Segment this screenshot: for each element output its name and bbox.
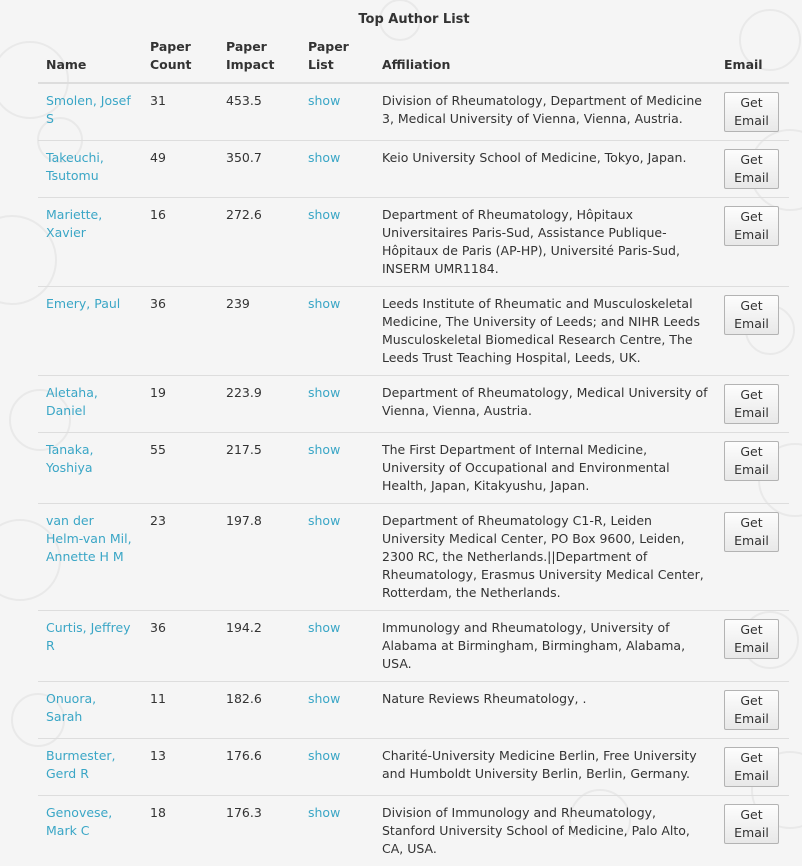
paper-impact: 194.2	[218, 611, 300, 682]
table-row	[38, 611, 789, 682]
affiliation: Leeds Institute of Rheumatic and Musculoskeletal Medicine, The University of Leeds; and NIHR Leeds Musculoskeletal Biomedical Research Centre, The Leeds Trust Teaching Hospital, Leeds, UK.	[374, 287, 716, 376]
author-name-link[interactable]: Mariette, Xavier	[46, 207, 102, 240]
author-name-link[interactable]: Takeuchi, Tsutomu	[46, 150, 104, 183]
paper-impact: 176.3	[218, 796, 300, 866]
paper-count: 55	[142, 433, 218, 504]
table-row	[38, 287, 789, 376]
paper-count: 11	[142, 682, 218, 739]
get-email-button[interactable]: Get Email	[724, 619, 779, 659]
affiliation: Immunology and Rheumatology, University of Alabama at Birmingham, Birmingham, Alabama, USA.	[374, 611, 716, 682]
paper-count: 49	[142, 141, 218, 198]
paper-list-show-link[interactable]: show	[308, 93, 340, 108]
affiliation: Department of Rheumatology C1-R, Leiden University Medical Center, PO Box 9600, Leiden, 2300 RC, the Netherlands.||Department of Rheumatology, Erasmus University Medical Center, Rotterdam, the Netherlands.	[374, 504, 716, 611]
column-header-affiliation: Affiliation	[374, 36, 716, 83]
column-header-paper-count: Paper Count	[142, 36, 218, 83]
paper-list-show-link[interactable]: show	[308, 207, 340, 222]
author-name-link[interactable]: Burmester, Gerd R	[46, 748, 116, 781]
paper-impact: 239	[218, 287, 300, 376]
paper-list-show-link[interactable]: show	[308, 513, 340, 528]
paper-list-show-link[interactable]: show	[308, 150, 340, 165]
paper-count: 19	[142, 376, 218, 433]
paper-list-show-link[interactable]: show	[308, 620, 340, 635]
paper-count: 36	[142, 611, 218, 682]
author-table-body	[38, 83, 789, 866]
affiliation: The First Department of Internal Medicine, University of Occupational and Environmental Health, Japan, Kitakyushu, Japan.	[374, 433, 716, 504]
affiliation: Department of Rheumatology, Medical University of Vienna, Vienna, Austria.	[374, 376, 716, 433]
author-name-link[interactable]: Emery, Paul	[46, 296, 120, 311]
page-title: Top Author List	[0, 12, 802, 27]
paper-list-show-link[interactable]: show	[308, 691, 340, 706]
paper-list-show-link[interactable]: show	[308, 442, 340, 457]
paper-impact: 453.5	[218, 83, 300, 141]
table-row	[38, 376, 789, 433]
get-email-button[interactable]: Get Email	[724, 747, 779, 787]
paper-list-show-link[interactable]: show	[308, 805, 340, 820]
table-row	[38, 739, 789, 796]
affiliation: Keio University School of Medicine, Tokyo, Japan.	[374, 141, 716, 198]
get-email-button[interactable]: Get Email	[724, 441, 779, 481]
author-name-link[interactable]: Tanaka, Yoshiya	[46, 442, 93, 475]
paper-count: 16	[142, 198, 218, 287]
paper-list-show-link[interactable]: show	[308, 748, 340, 763]
author-name-link[interactable]: Onuora, Sarah	[46, 691, 96, 724]
get-email-button[interactable]: Get Email	[724, 804, 779, 844]
affiliation: Charité-University Medicine Berlin, Free University and Humboldt University Berlin, Berlin, Germany.	[374, 739, 716, 796]
paper-impact: 182.6	[218, 682, 300, 739]
table-row	[38, 198, 789, 287]
author-name-link[interactable]: Aletaha, Daniel	[46, 385, 98, 418]
paper-list-show-link[interactable]: show	[308, 296, 340, 311]
author-name-link[interactable]: van der Helm-van Mil, Annette H M	[46, 513, 132, 564]
table-row	[38, 83, 789, 141]
get-email-button[interactable]: Get Email	[724, 384, 779, 424]
table-row	[38, 796, 789, 866]
affiliation: Division of Immunology and Rheumatology, Stanford University School of Medicine, Palo Alto, CA, USA.	[374, 796, 716, 866]
paper-impact: 223.9	[218, 376, 300, 433]
table-header-row	[38, 36, 789, 83]
paper-count: 31	[142, 83, 218, 141]
table-row	[38, 504, 789, 611]
table-row	[38, 433, 789, 504]
paper-impact: 176.6	[218, 739, 300, 796]
get-email-button[interactable]: Get Email	[724, 92, 779, 132]
paper-count: 13	[142, 739, 218, 796]
get-email-button[interactable]: Get Email	[724, 295, 779, 335]
table-row	[38, 682, 789, 739]
author-name-link[interactable]: Smolen, Josef S	[46, 93, 131, 126]
paper-count: 36	[142, 287, 218, 376]
table-row	[38, 141, 789, 198]
paper-impact: 197.8	[218, 504, 300, 611]
author-name-link[interactable]: Genovese, Mark C	[46, 805, 112, 838]
affiliation: Nature Reviews Rheumatology, .	[374, 682, 716, 739]
paper-impact: 272.6	[218, 198, 300, 287]
get-email-button[interactable]: Get Email	[724, 512, 779, 552]
paper-impact: 217.5	[218, 433, 300, 504]
paper-count: 23	[142, 504, 218, 611]
paper-list-show-link[interactable]: show	[308, 385, 340, 400]
affiliation: Division of Rheumatology, Department of Medicine 3, Medical University of Vienna, Vienna, Austria.	[374, 83, 716, 141]
paper-impact: 350.7	[218, 141, 300, 198]
paper-count: 18	[142, 796, 218, 866]
column-header-paper-impact: Paper Impact	[218, 36, 300, 83]
author-name-link[interactable]: Curtis, Jeffrey R	[46, 620, 131, 653]
get-email-button[interactable]: Get Email	[724, 206, 779, 246]
author-table	[38, 36, 789, 866]
column-header-email: Email	[716, 36, 789, 83]
column-header-name: Name	[38, 36, 142, 83]
get-email-button[interactable]: Get Email	[724, 690, 779, 730]
column-header-paper-list: Paper List	[300, 36, 374, 83]
affiliation: Department of Rheumatology, Hôpitaux Universitaires Paris-Sud, Assistance Publique-Hôpitaux de Paris (AP-HP), Université Paris-Sud, INSERM UMR1184.	[374, 198, 716, 287]
get-email-button[interactable]: Get Email	[724, 149, 779, 189]
